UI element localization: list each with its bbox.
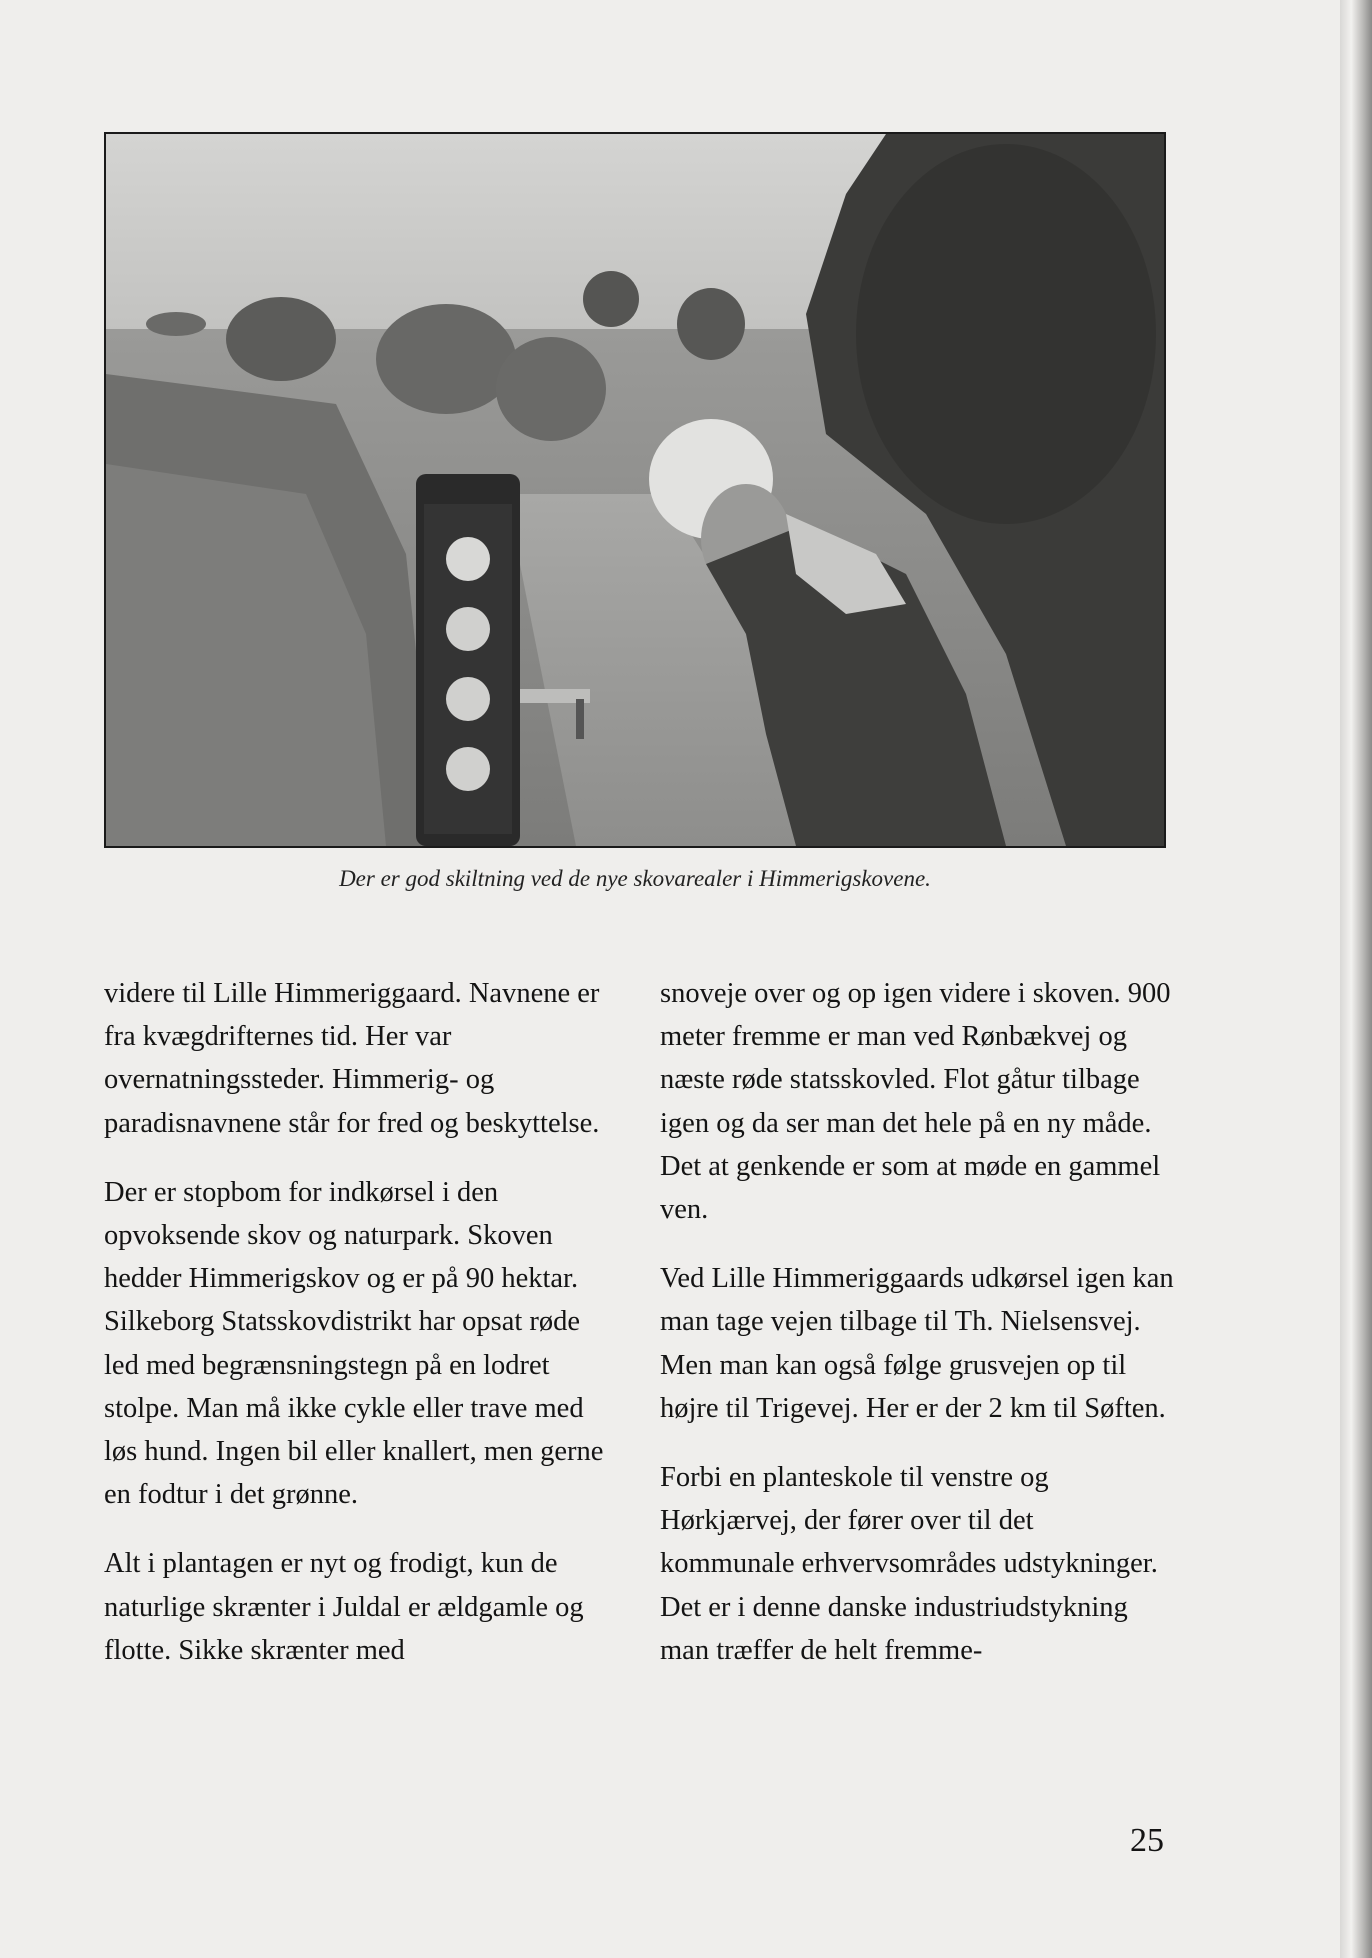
paragraph: videre til Lille Himmeriggaard. Navnene er fra kvægdrifternes tid. Her var overnatningssteder. Himmerig- og paradisnavnene står for fred og beskyttelse. bbox=[104, 978, 600, 1139]
no-motorcycle-icon bbox=[446, 677, 490, 721]
photograph bbox=[104, 132, 1166, 848]
page-number: 25 bbox=[1130, 1822, 1164, 1859]
right-column bbox=[660, 972, 1175, 1698]
page-edge bbox=[1340, 0, 1372, 1958]
photo-caption: Der er god skiltning ved de nye skovarealer i Himmerigskovene. bbox=[339, 866, 931, 891]
paragraph: Forbi en planteskole til venstre og Hørkjærvej, der fører over til det kommunale erhvervsområdes udstykninger. Det er i denne danske industriudstykning man træffer de helt fremme- bbox=[660, 1462, 1158, 1666]
no-cycling-icon bbox=[446, 607, 490, 651]
paragraph: Alt i plantagen er nyt og frodigt, kun de naturlige skrænter i Juldal er ældgamle og flotte. Sikke skrænter med bbox=[104, 1548, 584, 1666]
wheat-logo-icon bbox=[446, 537, 490, 581]
left-column bbox=[104, 972, 619, 1698]
paragraph: Der er stopbom for indkørsel i den opvoksende skov og naturpark. Skoven hedder Himmerigskov og er på 90 hektar. Silkeborg Statsskovdistrikt har opsat røde led med begrænsningstegn på en lodret stolpe. Man må ikke cykle eller trave med løs hund. Ingen bil eller knallert, men gerne en fodtur i det grønne. bbox=[104, 1176, 604, 1511]
paragraph: snoveje over og op igen videre i skoven. 900 meter fremme er man ved Rønbækvej og næste røde statsskovled. Flot gåtur tilbage igen og da ser man det hele på en ny måde. Det at genkende er som at møde en gammel ven. bbox=[660, 978, 1171, 1226]
photograph-scene bbox=[106, 134, 1164, 846]
dog-leash-icon bbox=[446, 747, 490, 791]
paragraph: Ved Lille Himmeriggaards udkørsel igen kan man tage vejen tilbage til Th. Nielsensvej. Men man kan også følge grusvejen op til højre til Trigevej. Her er der 2 km til Søften. bbox=[660, 1263, 1174, 1424]
